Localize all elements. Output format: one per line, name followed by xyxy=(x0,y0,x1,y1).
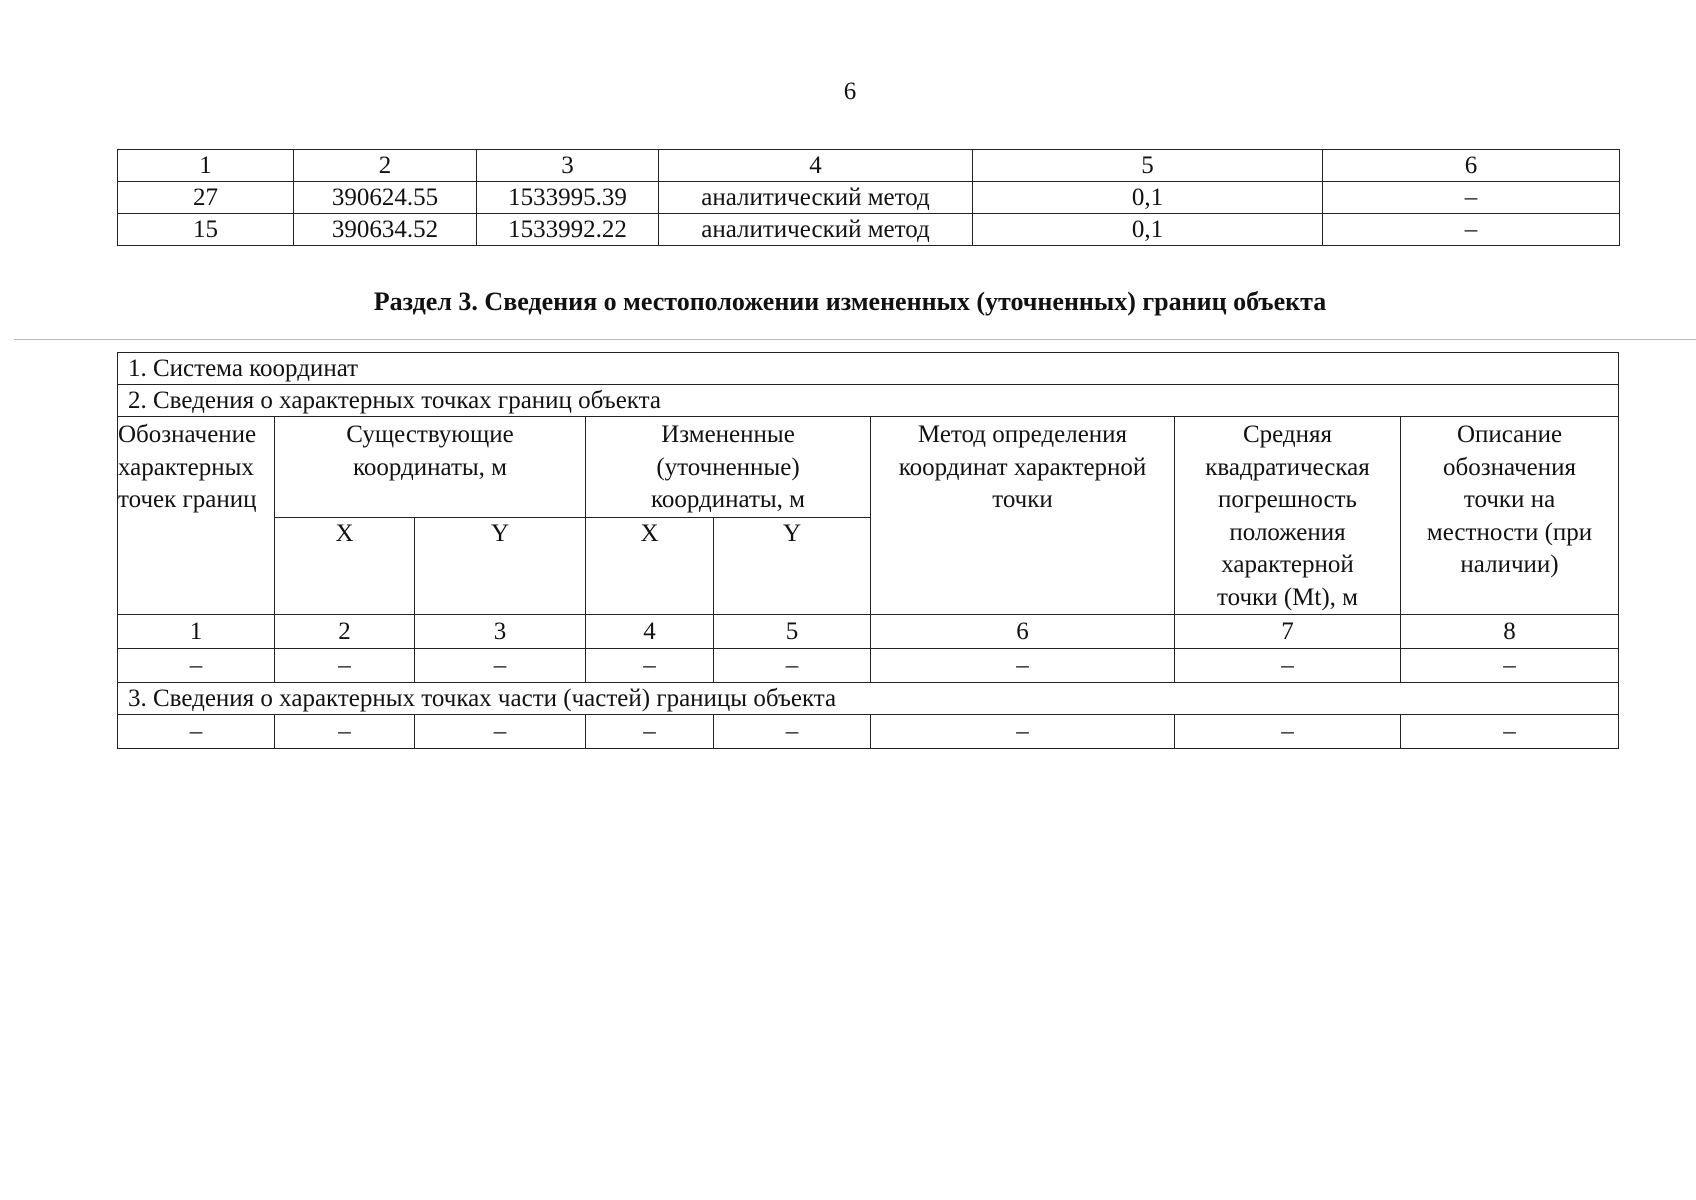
table-row xyxy=(118,182,1620,214)
existing-y-header: Y xyxy=(415,517,586,614)
column-number: 6 xyxy=(1323,150,1620,182)
table-row xyxy=(118,715,1619,749)
table-row xyxy=(118,649,1619,683)
empty-cell: – xyxy=(871,649,1175,683)
coordinate-x: 390634.52 xyxy=(294,214,477,246)
coordinate-system-label: 1. Система координат xyxy=(118,353,1619,385)
changed-coordinates-header: Измененные (уточненные) координаты, м xyxy=(586,417,871,518)
coordinate-system-row xyxy=(118,353,1619,385)
empty-cell: – xyxy=(714,649,871,683)
divider xyxy=(14,339,1696,340)
point-number: 27 xyxy=(118,182,294,214)
empty-cell: – xyxy=(1401,649,1619,683)
column-number: 6 xyxy=(871,615,1175,649)
empty-cell: – xyxy=(275,649,415,683)
column-number: 3 xyxy=(477,150,659,182)
existing-coordinates-header: Существующие координаты, м xyxy=(275,417,586,518)
empty-cell: – xyxy=(1401,715,1619,749)
column-number: 3 xyxy=(415,615,586,649)
existing-x-header: X xyxy=(275,517,415,614)
coordinate-y: 1533995.39 xyxy=(477,182,659,214)
table-header-row xyxy=(118,417,1619,518)
empty-cell: – xyxy=(714,715,871,749)
continuation-table xyxy=(117,149,1620,246)
changed-y-header: Y xyxy=(714,517,871,614)
coordinate-x: 390624.55 xyxy=(294,182,477,214)
description: – xyxy=(1323,214,1620,246)
empty-cell: – xyxy=(118,649,275,683)
column-numbers-row xyxy=(118,615,1619,649)
description-header: Описание обозначения точки на местности (при наличии) xyxy=(1401,417,1619,615)
coordinate-y: 1533992.22 xyxy=(477,214,659,246)
empty-cell: – xyxy=(1175,715,1401,749)
empty-cell: – xyxy=(871,715,1175,749)
point-number: 15 xyxy=(118,214,294,246)
changed-x-header: X xyxy=(586,517,714,614)
section-title: Раздел 3. Сведения о местоположении измененных (уточненных) границ объекта xyxy=(373,287,1327,316)
parts-row xyxy=(118,683,1619,715)
table-header-row xyxy=(118,150,1620,182)
page-number: 6 xyxy=(843,78,857,105)
description: – xyxy=(1323,182,1620,214)
column-number: 2 xyxy=(294,150,477,182)
empty-cell: – xyxy=(275,715,415,749)
method-header: Метод определения координат характерной точки xyxy=(871,417,1175,615)
column-number: 8 xyxy=(1401,615,1619,649)
empty-cell: – xyxy=(1175,649,1401,683)
boundary-points-label: 2. Сведения о характерных точках границ объекта xyxy=(118,385,1619,417)
empty-cell: – xyxy=(586,649,714,683)
error-header: Средняя квадратическая погрешность положения характерной точки (Mt), м xyxy=(1175,417,1401,615)
parts-label: 3. Сведения о характерных точках части (частей) границы объекта xyxy=(118,683,1619,715)
empty-cell: – xyxy=(415,715,586,749)
section-table xyxy=(117,352,1619,749)
empty-cell: – xyxy=(118,715,275,749)
empty-cell: – xyxy=(415,649,586,683)
column-number: 1 xyxy=(118,150,294,182)
designation-header: Обозначение характерных точек границ xyxy=(118,417,275,615)
column-number: 7 xyxy=(1175,615,1401,649)
column-number: 1 xyxy=(118,615,275,649)
column-number: 5 xyxy=(973,150,1323,182)
column-number: 4 xyxy=(586,615,714,649)
column-number: 4 xyxy=(659,150,973,182)
error: 0,1 xyxy=(973,214,1323,246)
method: аналитический метод xyxy=(659,182,973,214)
column-number: 2 xyxy=(275,615,415,649)
table-row xyxy=(118,214,1620,246)
column-number: 5 xyxy=(714,615,871,649)
method: аналитический метод xyxy=(659,214,973,246)
empty-cell: – xyxy=(586,715,714,749)
error: 0,1 xyxy=(973,182,1323,214)
boundary-points-row xyxy=(118,385,1619,417)
